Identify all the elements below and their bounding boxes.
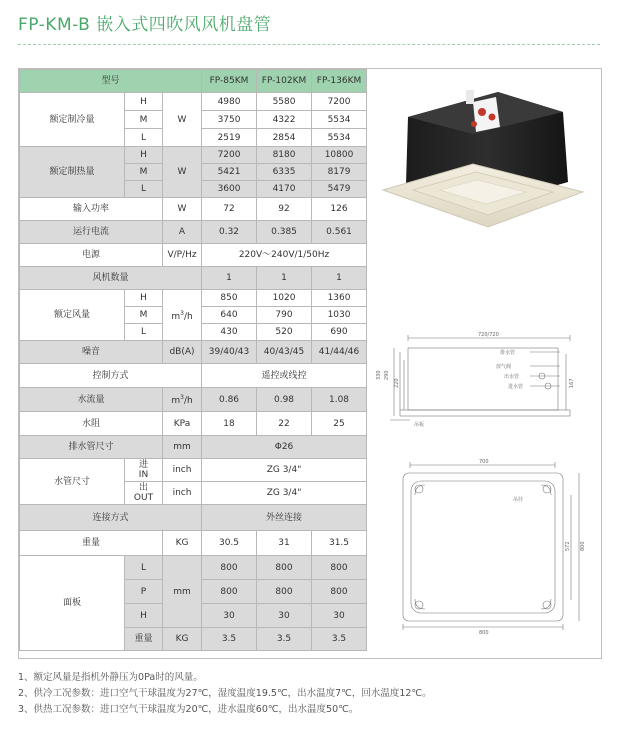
table-row xyxy=(20,531,367,556)
table-cell: 800 xyxy=(312,556,367,580)
table-cell: 40/43/45 xyxy=(257,341,312,364)
panel-weight-label: 重量 xyxy=(125,628,163,651)
dim-left: 220 xyxy=(394,378,400,388)
table-row xyxy=(20,556,367,580)
table-cell: 520 xyxy=(257,324,312,341)
table-cell: 31.5 xyxy=(312,531,367,556)
dim-top: 700 xyxy=(479,459,489,465)
table-cell: 3600 xyxy=(202,181,257,198)
title-divider xyxy=(18,44,600,45)
heating-unit: W xyxy=(163,147,202,198)
table-cell: 7200 xyxy=(202,147,257,164)
level-key: M xyxy=(125,164,163,181)
table-row xyxy=(20,459,367,482)
table-cell: 5534 xyxy=(312,129,367,147)
panel-label: 面板 xyxy=(20,556,125,651)
table-cell: 18 xyxy=(202,412,257,436)
table-cell: 3.5 xyxy=(257,628,312,651)
note-line: 2、供冷工况参数：进口空气干球温度为27℃，湿度温度19.5℃，出水温度7℃，回水温度12℃。 xyxy=(18,688,432,699)
table-cell: 3.5 xyxy=(312,628,367,651)
water-res-label: 水阻 xyxy=(20,412,163,436)
drain-unit: mm xyxy=(163,436,202,459)
note-line: 3、供热工况参数：进口空气干球温度为20℃，进水温度60℃，出水温度50℃。 xyxy=(18,704,359,715)
table-row xyxy=(20,412,367,436)
table-row xyxy=(20,290,367,307)
power-unit: W xyxy=(163,198,202,221)
level-key: H xyxy=(125,147,163,164)
heating-label: 额定制热量 xyxy=(20,147,125,198)
pipe-in-key: 进 IN xyxy=(125,459,163,482)
table-cell: 790 xyxy=(257,307,312,324)
page-title: FP-KM-B 嵌入式四吹风风机盘管 xyxy=(18,15,272,35)
supply-label: 电源 xyxy=(20,244,163,267)
model-name: FP-136KM xyxy=(312,70,367,93)
table-cell: 1030 xyxy=(312,307,367,324)
table-row xyxy=(20,221,367,244)
noise-label: 噪音 xyxy=(20,341,163,364)
table-cell: 0.98 xyxy=(257,388,312,412)
note-line: 1、额定风量是指机外静压为0Pa时的风量。 xyxy=(18,672,203,683)
table-row xyxy=(20,364,367,388)
label-outlet: 出水管 xyxy=(504,374,520,380)
label-hanger: 吊板 xyxy=(414,422,425,428)
table-cell: 0.561 xyxy=(312,221,367,244)
table-cell: 0.385 xyxy=(257,221,312,244)
table-cell: 4980 xyxy=(202,93,257,111)
connection-value: 外丝连接 xyxy=(202,505,367,531)
table-cell: 39/40/43 xyxy=(202,341,257,364)
pipe-in-value: ZG 3/4" xyxy=(202,459,367,482)
table-cell: 30 xyxy=(257,604,312,628)
model-name: FP-85KM xyxy=(202,70,257,93)
panel-weight-unit: KG xyxy=(163,628,202,651)
table-cell: 430 xyxy=(202,324,257,341)
level-key: H xyxy=(125,290,163,307)
table-cell: 10800 xyxy=(312,147,367,164)
table-cell: 4170 xyxy=(257,181,312,198)
table-cell: 1360 xyxy=(312,290,367,307)
level-key: L xyxy=(125,556,163,580)
table-cell: 30 xyxy=(312,604,367,628)
table-cell: 800 xyxy=(312,580,367,604)
table-row xyxy=(20,93,367,111)
side-view-drawing xyxy=(370,330,590,430)
table-row xyxy=(20,267,367,290)
dim-right: 167 xyxy=(569,378,575,388)
level-key: H xyxy=(125,93,163,111)
table-cell: 640 xyxy=(202,307,257,324)
table-cell: 5479 xyxy=(312,181,367,198)
table-cell: 25 xyxy=(312,412,367,436)
water-res-unit: KPa xyxy=(163,412,202,436)
pipe-out-value: ZG 3/4" xyxy=(202,482,367,505)
noise-unit: dB(A) xyxy=(163,341,202,364)
dim-left: 330 xyxy=(376,370,382,380)
table-cell: 126 xyxy=(312,198,367,221)
table-cell: 800 xyxy=(202,580,257,604)
level-key: H xyxy=(125,604,163,628)
table-cell: 3750 xyxy=(202,111,257,129)
table-cell: 92 xyxy=(257,198,312,221)
airflow-label: 额定风量 xyxy=(20,290,125,341)
dim-top: 720/720 xyxy=(478,332,499,338)
dim-right: 800 xyxy=(580,541,586,551)
table-cell: 41/44/46 xyxy=(312,341,367,364)
control-value: 遥控或线控 xyxy=(202,364,367,388)
table-cell: 850 xyxy=(202,290,257,307)
table-cell: 30 xyxy=(202,604,257,628)
table-cell: 31 xyxy=(257,531,312,556)
dim-right: 572 xyxy=(565,541,571,551)
level-key: M xyxy=(125,307,163,324)
table-cell: 0.32 xyxy=(202,221,257,244)
table-row xyxy=(20,388,367,412)
weight-unit: KG xyxy=(163,531,202,556)
label-inlet: 进水管 xyxy=(508,384,524,390)
table-cell: 1020 xyxy=(257,290,312,307)
power-label: 输入功率 xyxy=(20,198,163,221)
cooling-unit: W xyxy=(163,93,202,147)
water-flow-label: 水流量 xyxy=(20,388,163,412)
table-cell: 2519 xyxy=(202,129,257,147)
notes xyxy=(18,670,432,718)
panel-unit: mm xyxy=(163,556,202,628)
model-header: 型号 xyxy=(20,70,202,93)
table-cell: 5534 xyxy=(312,111,367,129)
table-cell: 6335 xyxy=(257,164,312,181)
table-cell: 4322 xyxy=(257,111,312,129)
cooling-label: 额定制冷量 xyxy=(20,93,125,147)
weight-label: 重量 xyxy=(20,531,163,556)
table-cell: 0.86 xyxy=(202,388,257,412)
current-unit: A xyxy=(163,221,202,244)
fans-label: 风机数量 xyxy=(20,267,202,290)
table-cell: 1 xyxy=(202,267,257,290)
control-label: 控制方式 xyxy=(20,364,202,388)
label-hanger: 吊挂 xyxy=(513,497,524,503)
drain-label: 排水管尺寸 xyxy=(20,436,163,459)
table-cell: 8180 xyxy=(257,147,312,164)
table-cell: 1.08 xyxy=(312,388,367,412)
level-key: P xyxy=(125,580,163,604)
label-vent: 放气阀 xyxy=(496,364,512,370)
table-row xyxy=(20,505,367,531)
table-cell: 72 xyxy=(202,198,257,221)
level-key: L xyxy=(125,324,163,341)
water-flow-unit: $m^3/h$ xyxy=(163,388,202,412)
level-key: L xyxy=(125,181,163,198)
supply-unit: V/P/Hz xyxy=(163,244,202,267)
table-cell: 3.5 xyxy=(202,628,257,651)
spec-table xyxy=(19,69,367,651)
table-cell: 5580 xyxy=(257,93,312,111)
table-row xyxy=(20,147,367,164)
table-row xyxy=(20,341,367,364)
table-row xyxy=(20,244,367,267)
table-cell: 690 xyxy=(312,324,367,341)
model-name: FP-102KM xyxy=(257,70,312,93)
drain-value: Φ26 xyxy=(202,436,367,459)
pipe-unit: inch xyxy=(163,459,202,482)
level-key: L xyxy=(125,129,163,147)
pipe-unit: inch xyxy=(163,482,202,505)
label-drain: 排水管 xyxy=(500,350,516,356)
table-row xyxy=(20,436,367,459)
table-cell: 30.5 xyxy=(202,531,257,556)
table-cell: 2854 xyxy=(257,129,312,147)
table-cell: 800 xyxy=(257,556,312,580)
table-cell: 5421 xyxy=(202,164,257,181)
table-row xyxy=(20,70,367,93)
dim-left: 290 xyxy=(384,370,390,380)
airflow-unit: $m^3/h$ xyxy=(163,290,202,341)
supply-value: 220V～240V/1/50Hz xyxy=(202,244,367,267)
plan-view-drawing xyxy=(395,455,585,635)
cassette-unit-image xyxy=(378,72,593,232)
table-cell: 800 xyxy=(202,556,257,580)
pipe-out-key: 出 OUT xyxy=(125,482,163,505)
dim-bottom: 800 xyxy=(479,630,489,636)
table-cell: 22 xyxy=(257,412,312,436)
connection-label: 连接方式 xyxy=(20,505,202,531)
pipe-label: 水管尺寸 xyxy=(20,459,125,505)
table-cell: 1 xyxy=(312,267,367,290)
table-cell: 800 xyxy=(257,580,312,604)
table-cell: 1 xyxy=(257,267,312,290)
table-cell: 7200 xyxy=(312,93,367,111)
table-cell: 8179 xyxy=(312,164,367,181)
current-label: 运行电流 xyxy=(20,221,163,244)
level-key: M xyxy=(125,111,163,129)
table-row xyxy=(20,198,367,221)
